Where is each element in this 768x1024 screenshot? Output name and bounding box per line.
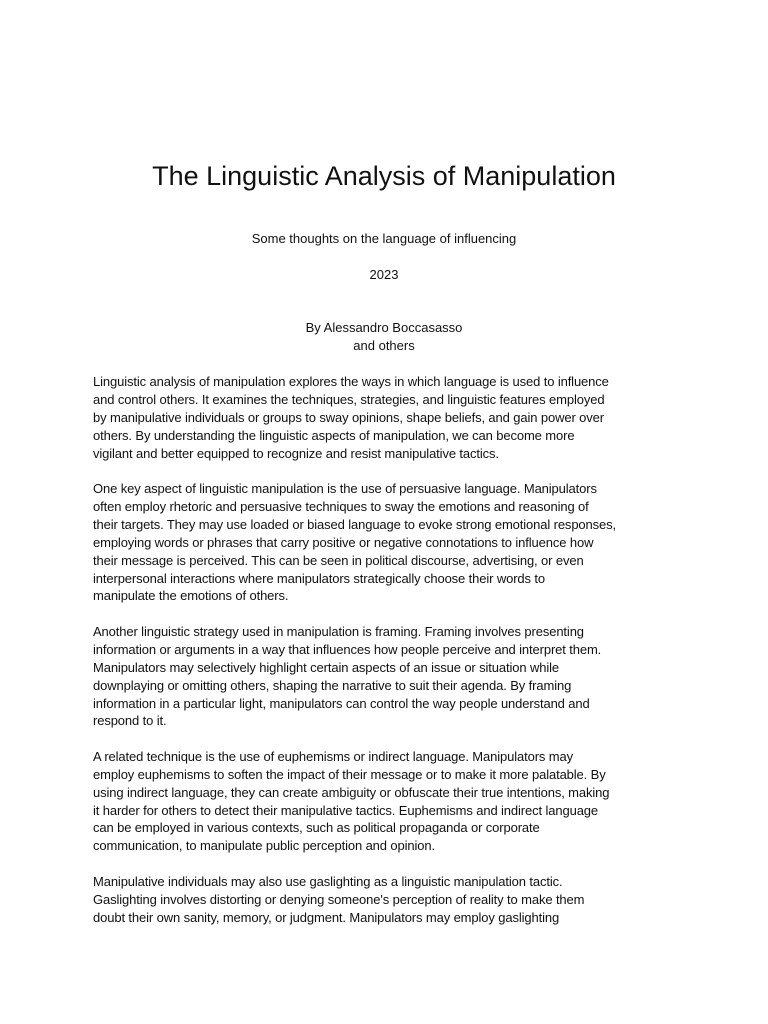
paragraph-line: Linguistic analysis of manipulation explores the ways in which language is used to influence <box>93 374 609 389</box>
document-subtitle: Some thoughts on the language of influencing <box>251 231 517 246</box>
body-paragraph <box>93 623 679 730</box>
paragraph-line: can be employed in various contexts, such as political propaganda or corporate <box>93 820 540 836</box>
paragraph-line: their message is perceived. This can be seen in political discourse, advertising, or even <box>93 552 584 568</box>
paragraph-line: and control others. It examines the techniques, strategies, and linguistic features employed <box>93 391 605 407</box>
paragraph-line: One key aspect of linguistic manipulation is the use of persuasive language. Manipulators <box>93 481 597 497</box>
paragraph-line: interpersonal interactions where manipulators strategically choose their words to <box>93 570 546 586</box>
paragraph-line: communication, to manipulate public perception and opinion. <box>93 838 435 854</box>
paragraph-line: using indirect language, they can create ambiguity or obfuscate their true intentions, making <box>93 784 610 800</box>
paragraph-line: information in a particular light, manipulators can control the way people understand and <box>93 695 590 711</box>
paragraph-line: their targets. They may use loaded or biased language to evoke strong emotional responses, <box>93 516 617 532</box>
paragraph-line: information or arguments in a way that influences how people perceive and interpret them. <box>93 641 602 657</box>
paragraph-line: others. By understanding the linguistic aspects of manipulation, we can become more <box>93 427 575 443</box>
paragraph-line: doubt their own sanity, memory, or judgment. Manipulators may employ gaslighting <box>93 909 560 925</box>
body-paragraph <box>93 873 679 927</box>
paragraph-line: Gaslighting involves distorting or denying someone's perception of reality to make them <box>93 891 585 907</box>
paragraph-line: Another linguistic strategy used in manipulation is framing. Framing involves presenting <box>93 623 584 639</box>
paragraph-line: it harder for others to detect their manipulative tactics. Euphemisms and indirect language <box>93 802 599 818</box>
paragraph-line: vigilant and better equipped to recognize and resist manipulative tactics. <box>93 445 499 461</box>
document-body <box>93 373 679 944</box>
body-paragraph <box>93 748 679 855</box>
paragraph-line: downplaying or omitting others, shaping the narrative to suit their agenda. By framing <box>93 677 572 693</box>
paragraph-line: Manipulative individuals may also use gaslighting as a linguistic manipulation tactic. <box>93 873 563 889</box>
body-paragraph <box>93 480 679 605</box>
body-paragraph <box>93 373 679 463</box>
paragraph-line: manipulate the emotions of others. <box>93 588 289 604</box>
paragraph-line: employ euphemisms to soften the impact of their message or to make it more palatable. By <box>93 766 606 782</box>
paragraph-line: by manipulative individuals or groups to sway opinions, shape beliefs, and gain power over <box>93 409 604 425</box>
paragraph-line: A related technique is the use of euphemisms or indirect language. Manipulators may <box>93 748 573 764</box>
paragraph-line: employing words or phrases that carry positive or negative connotations to influence how <box>93 534 594 550</box>
paragraph-line: respond to it. <box>93 713 167 729</box>
author-byline: By Alessandro Boccasasso <box>305 320 463 335</box>
paragraph-line: Manipulators may selectively highlight certain aspects of an issue or situation while <box>93 659 559 675</box>
document-title: The Linguistic Analysis of Manipulation <box>152 161 616 191</box>
paragraph-line: often employ rhetoric and persuasive techniques to sway the emotions and reasoning of <box>93 498 589 514</box>
document-year: 2023 <box>369 267 399 282</box>
author-others: and others <box>353 338 415 353</box>
